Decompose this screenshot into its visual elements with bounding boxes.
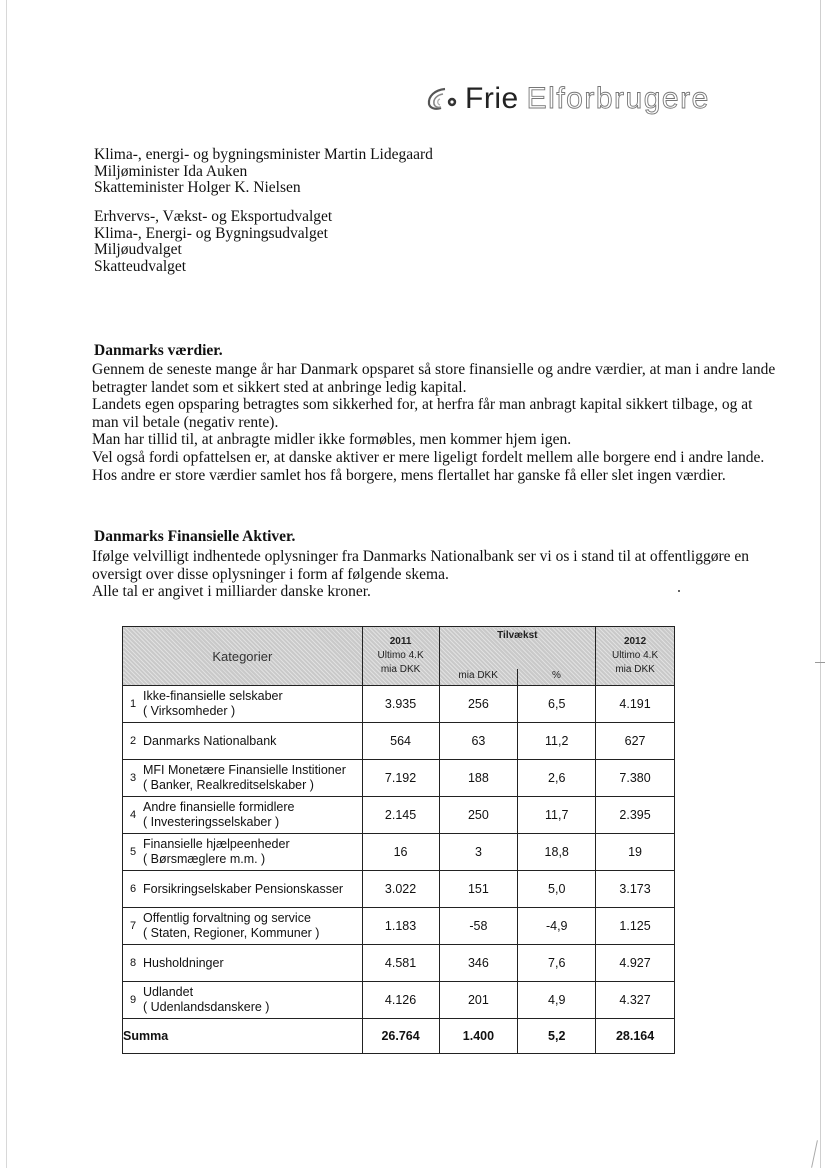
- header-tilvaekst-mia: mia DKK: [440, 669, 518, 685]
- summa-tilvaekst: 1.400: [439, 1019, 518, 1054]
- category-note: ( Virksomheder ): [143, 704, 236, 718]
- category-cell: [123, 945, 363, 982]
- table-row: [123, 686, 675, 723]
- value-pct: 11,7: [518, 797, 596, 834]
- header-2011-year: 2011: [389, 636, 412, 647]
- table-row: [123, 945, 675, 982]
- category-cell: [123, 982, 363, 1019]
- category-label: [143, 689, 283, 719]
- recipient: Miljøminister Ida Auken: [94, 162, 248, 180]
- category-label: [143, 956, 224, 971]
- row-number: 6: [129, 883, 137, 895]
- value-2011: 2.145: [362, 797, 439, 834]
- value-pct: 2,6: [518, 760, 596, 797]
- row-number: 5: [129, 846, 137, 858]
- category-cell: [123, 723, 363, 760]
- table-row: [123, 760, 675, 797]
- value-pct: -4,9: [518, 908, 596, 945]
- header-tilvaekst-label: Tilvækst: [497, 630, 538, 641]
- value-2011: 564: [362, 723, 439, 760]
- table-row: [123, 723, 675, 760]
- header-kategorier: Kategorier: [123, 627, 363, 686]
- summa-label: Summa: [123, 1019, 363, 1054]
- header-2012-year: 2012: [623, 636, 647, 647]
- summa-pct: 5,2: [518, 1019, 596, 1054]
- category-name: Offentlig forvaltning og service: [143, 911, 311, 925]
- assets-table: [122, 626, 675, 1054]
- value-2011: 4.126: [362, 982, 439, 1019]
- value-pct: 5,0: [518, 871, 596, 908]
- category-cell: [123, 871, 363, 908]
- value-2011: 3.935: [362, 686, 439, 723]
- value-2012: 4.327: [596, 982, 675, 1019]
- category-label: [143, 882, 343, 897]
- header-tilvaekst-pct: %: [552, 670, 561, 681]
- value-tilvaekst: 256: [439, 686, 518, 723]
- value-2012: 627: [596, 723, 675, 760]
- scan-edge-right: [820, 0, 821, 1168]
- section-heading: Danmarks værdier.: [94, 342, 223, 359]
- summa-row: [123, 1019, 675, 1054]
- row-number: 1: [129, 698, 137, 710]
- summa-2012: 28.164: [596, 1019, 675, 1054]
- category-name: Finansielle hjælpeenheder: [143, 837, 290, 851]
- paragraph: Gennem de seneste mange år har Danmark opsparet så store finansielle og andre værdier, at man i andre lande betragter landet som et sikkert sted at anbringe ledig kapital.: [92, 361, 776, 396]
- category-label: [143, 985, 269, 1015]
- table-row: [123, 834, 675, 871]
- header-2012-unit: mia DKK: [615, 664, 655, 675]
- table-row: [123, 908, 675, 945]
- committee: Erhvervs-, Vækst- og Eksportudvalget: [94, 208, 333, 225]
- category-note: ( Børsmæglere m.m. ): [143, 852, 266, 866]
- scan-edge-left: [6, 0, 7, 1168]
- header-2012: [596, 627, 675, 686]
- recipient: Skatteminister Holger K. Nielsen: [94, 179, 301, 196]
- table-row: [123, 982, 675, 1019]
- scan-speck: [678, 590, 680, 592]
- paragraph: Alle tal er angivet i milliarder danske kroner.: [92, 583, 371, 601]
- paragraph: Man har tillid til, at anbragte midler ikke formøbles, men kommer hjem igen.: [92, 431, 572, 449]
- row-number: 8: [129, 957, 137, 969]
- category-name: Danmarks Nationalbank: [143, 733, 277, 748]
- category-name: MFI Monetære Finansielle Institioner: [143, 763, 346, 777]
- scan-mark: [815, 662, 825, 663]
- row-number: 3: [129, 772, 137, 784]
- category-label: [143, 734, 276, 749]
- category-note: ( Investeringsselskaber ): [143, 815, 280, 829]
- row-number: 2: [129, 735, 137, 747]
- committees-list: [94, 209, 332, 275]
- recipient: Klima-, energi- og bygningsminister Martin Lidegaard: [94, 146, 433, 163]
- value-2011: 1.183: [362, 908, 439, 945]
- row-number: 9: [129, 994, 137, 1006]
- value-2011: 16: [362, 834, 439, 871]
- category-note: ( Staten, Regioner, Kommuner ): [143, 926, 320, 940]
- committee: Skatteudvalget: [94, 257, 187, 275]
- scan-mark: [811, 1140, 818, 1168]
- value-tilvaekst: 63: [439, 723, 518, 760]
- category-name: Andre finansielle formidlere: [143, 800, 295, 814]
- category-cell: [123, 686, 363, 723]
- paragraph: Landets egen opsparing betragtes som sikkerhed for, at herfra får man anbragt kapital sikkert tilbage, og at man vil betale (negativ rente).: [92, 396, 753, 431]
- category-note: ( Udenlandsdanskere ): [143, 1000, 270, 1014]
- paragraph: Hos andre er store værdier samlet hos få borgere, mens flertallet har ganske få eller slet ingen værdier.: [92, 466, 726, 484]
- value-pct: 6,5: [518, 686, 596, 723]
- value-tilvaekst: 201: [439, 982, 518, 1019]
- logo-swirl-icon: [425, 86, 461, 112]
- category-label: [143, 800, 294, 830]
- header-tilvaekst: [439, 627, 596, 686]
- header-2011-unit: mia DKK: [380, 664, 421, 675]
- value-tilvaekst: 3: [439, 834, 518, 871]
- category-cell: [123, 834, 363, 871]
- value-tilvaekst: -58: [439, 908, 518, 945]
- committee: Klima-, Energi- og Bygningsudvalget: [94, 224, 328, 242]
- category-name: Ikke-finansielle selskaber: [143, 689, 283, 703]
- category-label: [143, 763, 346, 793]
- value-2011: 7.192: [362, 760, 439, 797]
- value-tilvaekst: 188: [439, 760, 518, 797]
- recipients-list: [94, 147, 433, 197]
- value-2012: 19: [596, 834, 675, 871]
- value-2011: 4.581: [362, 945, 439, 982]
- value-2012: 4.927: [596, 945, 675, 982]
- category-name: Forsikringselskaber Pensionskasser: [143, 881, 344, 896]
- header-2011-period: Ultimo 4.K: [377, 650, 424, 661]
- category-name: Husholdninger: [143, 955, 224, 970]
- category-label: [143, 837, 290, 867]
- table-row: [123, 797, 675, 834]
- row-number: 7: [129, 920, 137, 932]
- table-row: [123, 871, 675, 908]
- category-cell: [123, 908, 363, 945]
- section-heading: Danmarks Finansielle Aktiver.: [94, 528, 296, 545]
- table-header-row: [123, 627, 675, 686]
- row-number: 4: [129, 809, 137, 821]
- value-pct: 7,6: [518, 945, 596, 982]
- section-body: [92, 548, 772, 601]
- value-pct: 18,8: [518, 834, 596, 871]
- committee: Miljøudvalget: [94, 241, 182, 258]
- value-tilvaekst: 151: [439, 871, 518, 908]
- value-2012: 3.173: [596, 871, 675, 908]
- paragraph: Ifølge velvilligt indhentede oplysninger fra Danmarks Nationalbank ser vi os i stand til at offentliggøre en oversigt over disse oplysninger i form af følgende skema.: [92, 548, 750, 583]
- category-cell: [123, 760, 363, 797]
- category-cell: [123, 797, 363, 834]
- value-2012: 1.125: [596, 908, 675, 945]
- category-label: [143, 911, 319, 941]
- value-pct: 4,9: [518, 982, 596, 1019]
- value-tilvaekst: 346: [439, 945, 518, 982]
- summa-2011: 26.764: [362, 1019, 439, 1054]
- logo: [425, 82, 710, 116]
- value-2012: 4.191: [596, 686, 675, 723]
- category-name: Udlandet: [143, 985, 194, 999]
- paragraph: Vel også fordi opfattelsen er, at danske aktiver er mere ligeligt fordelt mellem alle borgere end i andre lande.: [92, 448, 765, 466]
- value-pct: 11,2: [518, 723, 596, 760]
- section-body: [92, 361, 782, 484]
- header-2011: [362, 627, 439, 686]
- value-2011: 3.022: [362, 871, 439, 908]
- logo-text-elforbrugere: Elforbrugere: [526, 82, 710, 115]
- category-note: ( Banker, Realkreditselskaber ): [143, 778, 314, 792]
- header-2012-period: Ultimo 4.K: [612, 650, 659, 661]
- logo-text-frie: Frie: [465, 82, 519, 115]
- value-tilvaekst: 250: [439, 797, 518, 834]
- value-2012: 7.380: [596, 760, 675, 797]
- value-2012: 2.395: [596, 797, 675, 834]
